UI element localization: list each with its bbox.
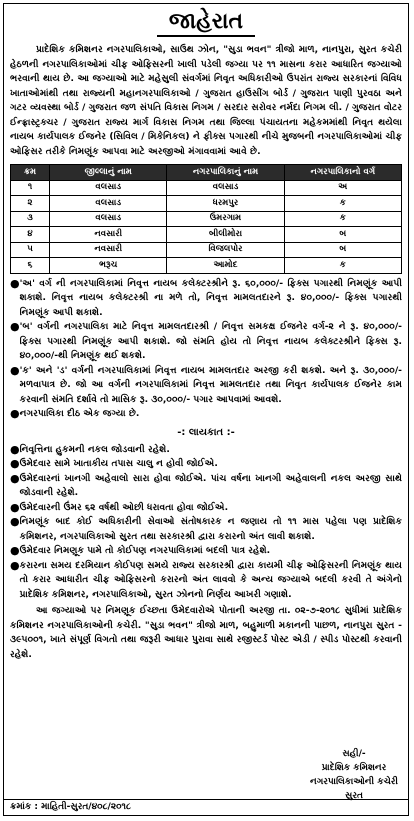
cell-municipality: આમોદ [167,258,284,274]
cell-district: વલસાડ [50,211,167,227]
signature-block [310,747,398,803]
bullet-icon: ● [10,457,20,470]
reference-number: ક્રમાંક : માહિતી-સુરત/૪૦૮/૨૦૧૮ [10,802,131,812]
cell-class: ક [284,258,401,274]
cell-serial: ૪ [11,227,50,243]
cell-municipality: વલસાડ [167,180,284,196]
advertisement [3,3,409,816]
cell-district: વલસાડ [50,196,167,212]
cell-district: નવસારી [50,242,167,258]
cell-serial: ૧ [11,180,50,196]
bullet-icon: ● [10,544,20,557]
col-header-municipality: નગરપાલિકાનું નામ [167,165,284,181]
cell-class: બ [284,242,401,258]
list-item: ● નગરપાલિકા દીઠ એક જગ્યા છે. [10,407,140,420]
col-header-district: જીલ્લાનું નામ [50,165,167,181]
list-item: ● ઉમેદવારની ઉંમર ૬૨ વર્ષથી ઓછી ધરાવતા હોવા જોઈએ. [10,500,229,514]
cell-municipality: વિજલપોર [167,242,284,258]
table-header-row [11,165,402,181]
closing-paragraph: આ જગ્યાઓ પર નિમણૂક ઈચ્છતા ઉમેદવારોએ પોતાની અરજી તા. ૦૨-૭-૨૦૧૮ સુધીમાં પ્રાદેશિક કમિશનર નગરપાલિકાઓની કચેરી. "સુડા ભવન" ત્રીજો માળ, બહુમાળી મકાનની પાછળ, નાનપુરા સુરત - ૩૯૫૦૦૧, ખાતે સંપૂર્ણ વિગતો તથા જરૂરી આધાર પુરાવા સાથે રજીસ્ટર્ડ પોસ્ટ એડી / સ્પીડ પોસ્ટથી કરવાની રહેશે. [10,605,402,660]
bullet-icon: ● [10,363,20,377]
cell-district: વલસાડ [50,180,167,196]
list-item: ● નિમણૂંક બાદ કોઈ અધિકારીની સેવાઓ સંતોષકારક ન જણાય તો ૧૧ માસ પહેલા પણ પ્રાદેશિક કમિશનર, નગરપાલિકાઓ સુરત તથા સરકારશ્રી દ્વારા કરારનો અંત લાવી શકાશે. [10,515,402,542]
signature-office: નગરપાલિકાઓની કચેરી [309,777,398,787]
bullet-icon: ● [10,558,20,572]
cell-municipality: ઉમરગામ [167,211,284,227]
table-row [11,196,402,212]
signature-city: સુરત [345,791,363,801]
table-row [11,211,402,227]
bullet-icon: ● [10,442,20,456]
list-item: ● કરારના સમય દરમિયાન કોઈપણ સમયે રાજ્ય સરકારશ્રી દ્વારા કાયમી ચીફ ઓફિસરની નિમણૂંક થાય તો કરાર આધારીત ચીફ ઓફિસરનો કરારનો અંત લાવવો કે અન્ય જગ્યાએ બદલી કરવી તે અંગેનો પ્રાદેશિક કમિશનર, નગરપાલિકાઓ, સુરત ઝોનનો નિર્ણય આખરી ગણાશે. [10,558,402,600]
cell-class: બ [284,227,401,243]
list-item: ● ઉમેદવારનાં ખાનગી અહેવાલો સારા હોવા જોઈએ. પાંચ વર્ષના ખાનગી અહેવાલની નકલ અરજી સાથે જોડવાની રહેશે. [10,471,402,498]
table-row [11,258,402,274]
cell-municipality: બીલીમોરા [167,227,284,243]
list-item: ● 'બ' વર્ગની નગરપાલિકા માટે નિવૃત્ત મામલતદારશ્રી / નિવૃત્ત સમકક્ષ ઈજનેર વર્ગ-૨ ને રૂ. ૪૦,૦૦૦/- ફિક્સ પગારથી નિમણૂંક આપી શકાશે. જો સંમતિ હોય તો નિવૃત્ત નાયબ કલેક્ટરશ્રીને ફિક્સ રૂ. ૪૦,૦૦૦/-થી નિમણૂંક થઈ શકશે. [10,320,402,361]
cell-class: ક [284,211,401,227]
cell-district: ભરૂચ [50,258,167,274]
list-item: ● ઉમેદવાર સામે ખાતાકીય તપાસ ચાલુ ન હોવી જોઈએ. [10,457,218,470]
signature-line: સહી/- [342,749,366,759]
qualification-heading: -: લાયકાત :- [177,426,235,438]
cell-class: ક [284,196,401,212]
bullet-icon: ● [10,407,20,420]
bullet-icon: ● [10,471,20,485]
qualifications-list [4,443,408,603]
bullet-icon: ● [10,515,20,528]
col-header-serial: ક્રમ [11,165,50,181]
cell-serial: ૨ [11,196,50,212]
bullet-icon: ● [10,276,20,290]
cell-district: નવસારી [50,227,167,243]
list-item: ● ઉમેદવાર નિમણૂક પામે તો કોઈપણ નગરપાલિકામાં બદલી પાત્ર રહેશે. [10,544,271,557]
signature-designation: પ્રાદેશિક કમિશનર [321,763,387,773]
cell-serial: ૩ [11,211,50,227]
list-item: ● 'ક' અને 'ડ' વર્ગની નગરપાલિકામાં નિવૃત્ત નાયબ મામલતદાર અરજી કરી શકશે. અને રૂ. ૩૦,૦૦૦/- મળવાપાત્ર છે. જો આ વર્ગની નગરપાલિકામાં નિવૃત્ત મામલતદાર તથા નિવૃત કાર્યપાલક ઈજનેર કામ કરવાની સંમતિ દર્શાવે તો માસિક રૂ. ૩૦,૦૦૦/- પગાર આપવામાં આવશે. [10,363,402,405]
intro-paragraph: પ્રાદેશિક કમિશનર નગરપાલિકાઓ, સાઉથ ઝોન, "સુડા ભવન" ત્રીજો માળ, નાનપુરા, સુરત કચેરી હેઠળની નગરપાલિકાઓમાં ચીફ ઓફિસરની ખાલી પડેલી જગ્યા પર ૧૧ માસના કરાર આધારિત જગ્યાઓ ભરવાની થાય છે. આ જગ્યાઓ માટે મહેસુલી સંવર્ગમાં નિવૃત અધિકારીઓ ઉપરાંત રાજ્ય સરકારનાં વિવિધ ખાતાઓમાંથી તથા રાજ્યની મહાનગરપાલિકાઓ / ગુજરાત હાઉસીંગ બોર્ડ / ગુજરાત પાણી પુરવઠા અને ગટર વ્યવસ્થા બોર્ડ / ગુજરાત જળ સંપતિ વિકાસ નિગમ / સરદાર સરોવર નર્મદા નિગમ લી. / ગુજરાત વોટર ઈન્ફ્રાસ્ટ્રક્ચર / ગુજરાત રાજ્ય માર્ગ વિકાસ નિગમ તથા જિલ્લા પંચાયતના મહેકમમાંથી નિવૃત થયેલા નાયબ કાર્યપાલક ઈજનેર (સિવિલ / મિકેનિકલ) ને ફીક્સ પગારથી નીચે મુજબની નગરપાલિકાઓમાં ચીફ ઓફિસર તરીકે નિમણૂંક આપવા માટે અરજીઓ મંગાવવામાં આવે છે. [10,44,402,157]
table-row [11,242,402,258]
posts-table [10,164,402,274]
bullet-icon: ● [10,320,20,333]
table-row [11,180,402,196]
cell-municipality: ધરમપુર [167,196,284,212]
cell-class: અ [284,180,401,196]
divider [4,799,408,800]
bullet-icon: ● [10,500,20,514]
cell-serial: ૫ [11,242,50,258]
class-notes-list [4,277,408,422]
list-item: ● નિવૃત્તિના હુકમની નકલ જોડવાની રહેશે. [10,442,170,456]
col-header-class: નગરપાલિકાનો વર્ગ [284,165,401,181]
table-row [11,227,402,243]
page-title: જાહેરાત [157,7,255,37]
cell-serial: ૬ [11,258,50,274]
list-item: ● 'અ' વર્ગ ની નગરપાલિકામાં નિવૃત્ત નાયબ કલેક્ટરશ્રીને રૂ. ૬૦,૦૦૦/- ફિક્સ પગારથી નિમણૂંક આપી શકાશે. નિવૃત્ત નાયબ કલેક્ટરશ્રી ના મળે તો, નિવૃત્ત મામલતદારને રૂ. ૪૦,૦૦૦/- ફિક્સ પગારથી નિમણૂંક આપી શકાશે. [10,276,402,318]
